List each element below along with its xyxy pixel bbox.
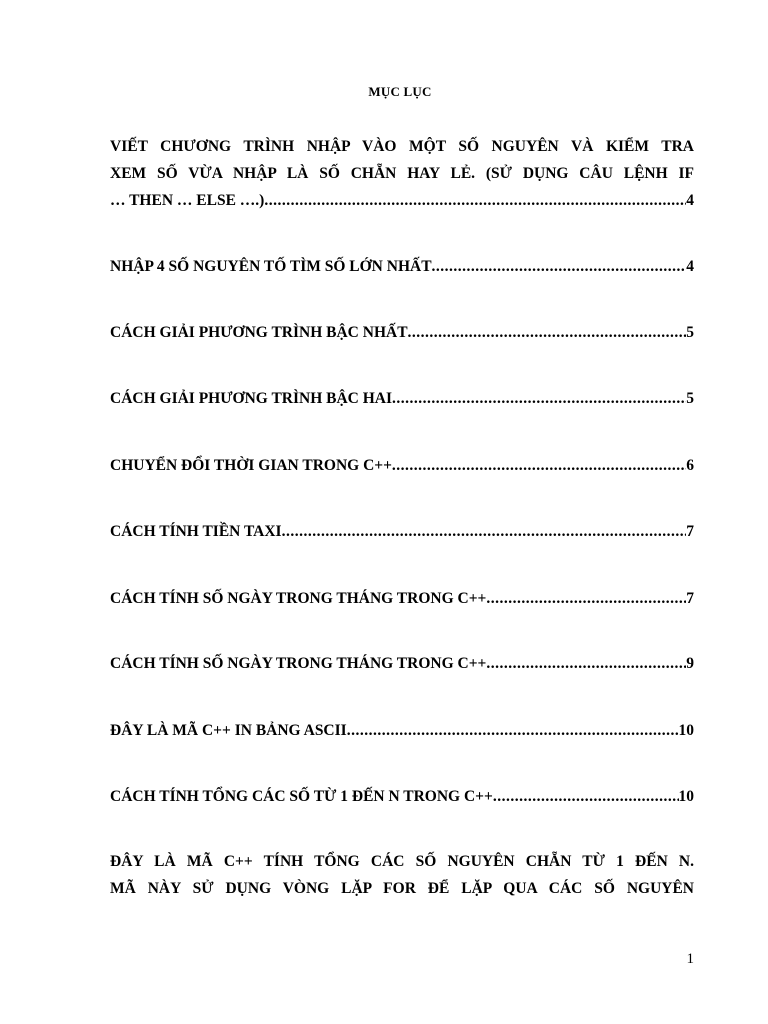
toc-entry-last-line <box>110 717 694 744</box>
toc-entry-last-line <box>110 319 694 346</box>
toc-entry-last-line <box>110 650 694 677</box>
toc-entry-title: CÁCH GIẢI PHƯƠNG TRÌNH BẬC NHẤT <box>110 324 408 341</box>
toc-entry-line: XEM SỐ VỪA NHẬP LÀ SỐ CHẴN HAY LẺ. (SỬ DỤNG CÂU LỆNH IF <box>110 165 694 182</box>
toc-entry[interactable] <box>110 452 694 479</box>
toc-entry[interactable] <box>110 385 694 412</box>
toc-page-number: 10 <box>678 722 694 739</box>
toc-entry-last-line <box>110 253 694 280</box>
toc-entry-title: CÁCH TÍNH TIỀN TAXI <box>110 523 282 540</box>
toc-entry[interactable] <box>110 783 694 810</box>
toc-entry-last-line <box>110 783 694 810</box>
toc-entry-last-line <box>110 385 694 412</box>
dot-leader <box>392 385 686 412</box>
toc-entry-last-line <box>110 452 694 479</box>
toc-page-number: 9 <box>686 655 694 672</box>
dot-leader <box>408 319 687 346</box>
toc-entry-last-line <box>110 187 694 214</box>
toc-entry-last-line <box>110 585 694 612</box>
dot-leader <box>432 253 687 280</box>
toc-page-number: 4 <box>686 258 694 275</box>
toc-entry-title: CÁCH TÍNH SỐ NGÀY TRONG THÁNG TRONG C++ <box>110 590 487 607</box>
toc-entry[interactable] <box>110 717 694 744</box>
toc-entry[interactable] <box>110 518 694 545</box>
dot-leader <box>486 650 686 677</box>
toc-entry[interactable] <box>110 133 694 214</box>
dot-leader <box>264 187 686 214</box>
dot-leader <box>486 585 686 612</box>
page-title: MỤC LỤC <box>368 84 432 99</box>
toc-entry-last-line <box>110 518 694 545</box>
footer-page-number: 1 <box>686 951 694 967</box>
toc-entry[interactable] <box>110 650 694 677</box>
toc-page-number: 7 <box>686 523 694 540</box>
toc-entry[interactable] <box>110 319 694 346</box>
toc-entry-title: NHẬP 4 SỐ NGUYÊN TỐ TÌM SỐ LỚN NHẤT <box>110 258 432 275</box>
toc-page-number: 7 <box>686 590 694 607</box>
dot-leader <box>347 717 679 744</box>
dot-leader <box>392 452 686 479</box>
toc-entry[interactable] <box>110 585 694 612</box>
toc-entry[interactable] <box>110 848 694 902</box>
toc-entry-title: CÁCH GIẢI PHƯƠNG TRÌNH BẬC HAI <box>110 390 393 407</box>
toc-page-number: 5 <box>686 390 694 407</box>
toc-entry-line: ĐÂY LÀ MÃ C++ TÍNH TỔNG CÁC SỐ NGUYÊN CHẴN TỪ 1 ĐẾN N. <box>110 853 694 870</box>
dot-leader <box>282 518 687 545</box>
toc-entry-title: CÁCH TÍNH TỔNG CÁC SỐ TỪ 1 ĐẾN N TRONG C++ <box>110 788 493 805</box>
toc-entry-line: MÃ NÀY SỬ DỤNG VÒNG LẶP FOR ĐỂ LẶP QUA CÁC SỐ NGUYÊN <box>110 880 694 897</box>
toc-entry-title: CÁCH TÍNH SỐ NGÀY TRONG THÁNG TRONG C++ <box>110 655 487 672</box>
toc-page-number: 4 <box>686 192 694 209</box>
toc-entry[interactable] <box>110 253 694 280</box>
toc-entry-line: VIẾT CHƯƠNG TRÌNH NHẬP VÀO MỘT SỐ NGUYÊN VÀ KIỂM TRA <box>110 138 694 155</box>
toc-page-number: 5 <box>686 324 694 341</box>
dot-leader <box>493 783 679 810</box>
toc-page-number: 10 <box>678 788 694 805</box>
toc-entry-title: ĐÂY LÀ MÃ C++ IN BẢNG ASCII <box>110 722 347 739</box>
toc-entry-title: … THEN … ELSE ….) <box>110 192 265 209</box>
toc-page-number: 6 <box>686 457 694 474</box>
toc-entry-title: CHUYỂN ĐỔI THỜI GIAN TRONG C++ <box>110 457 392 474</box>
